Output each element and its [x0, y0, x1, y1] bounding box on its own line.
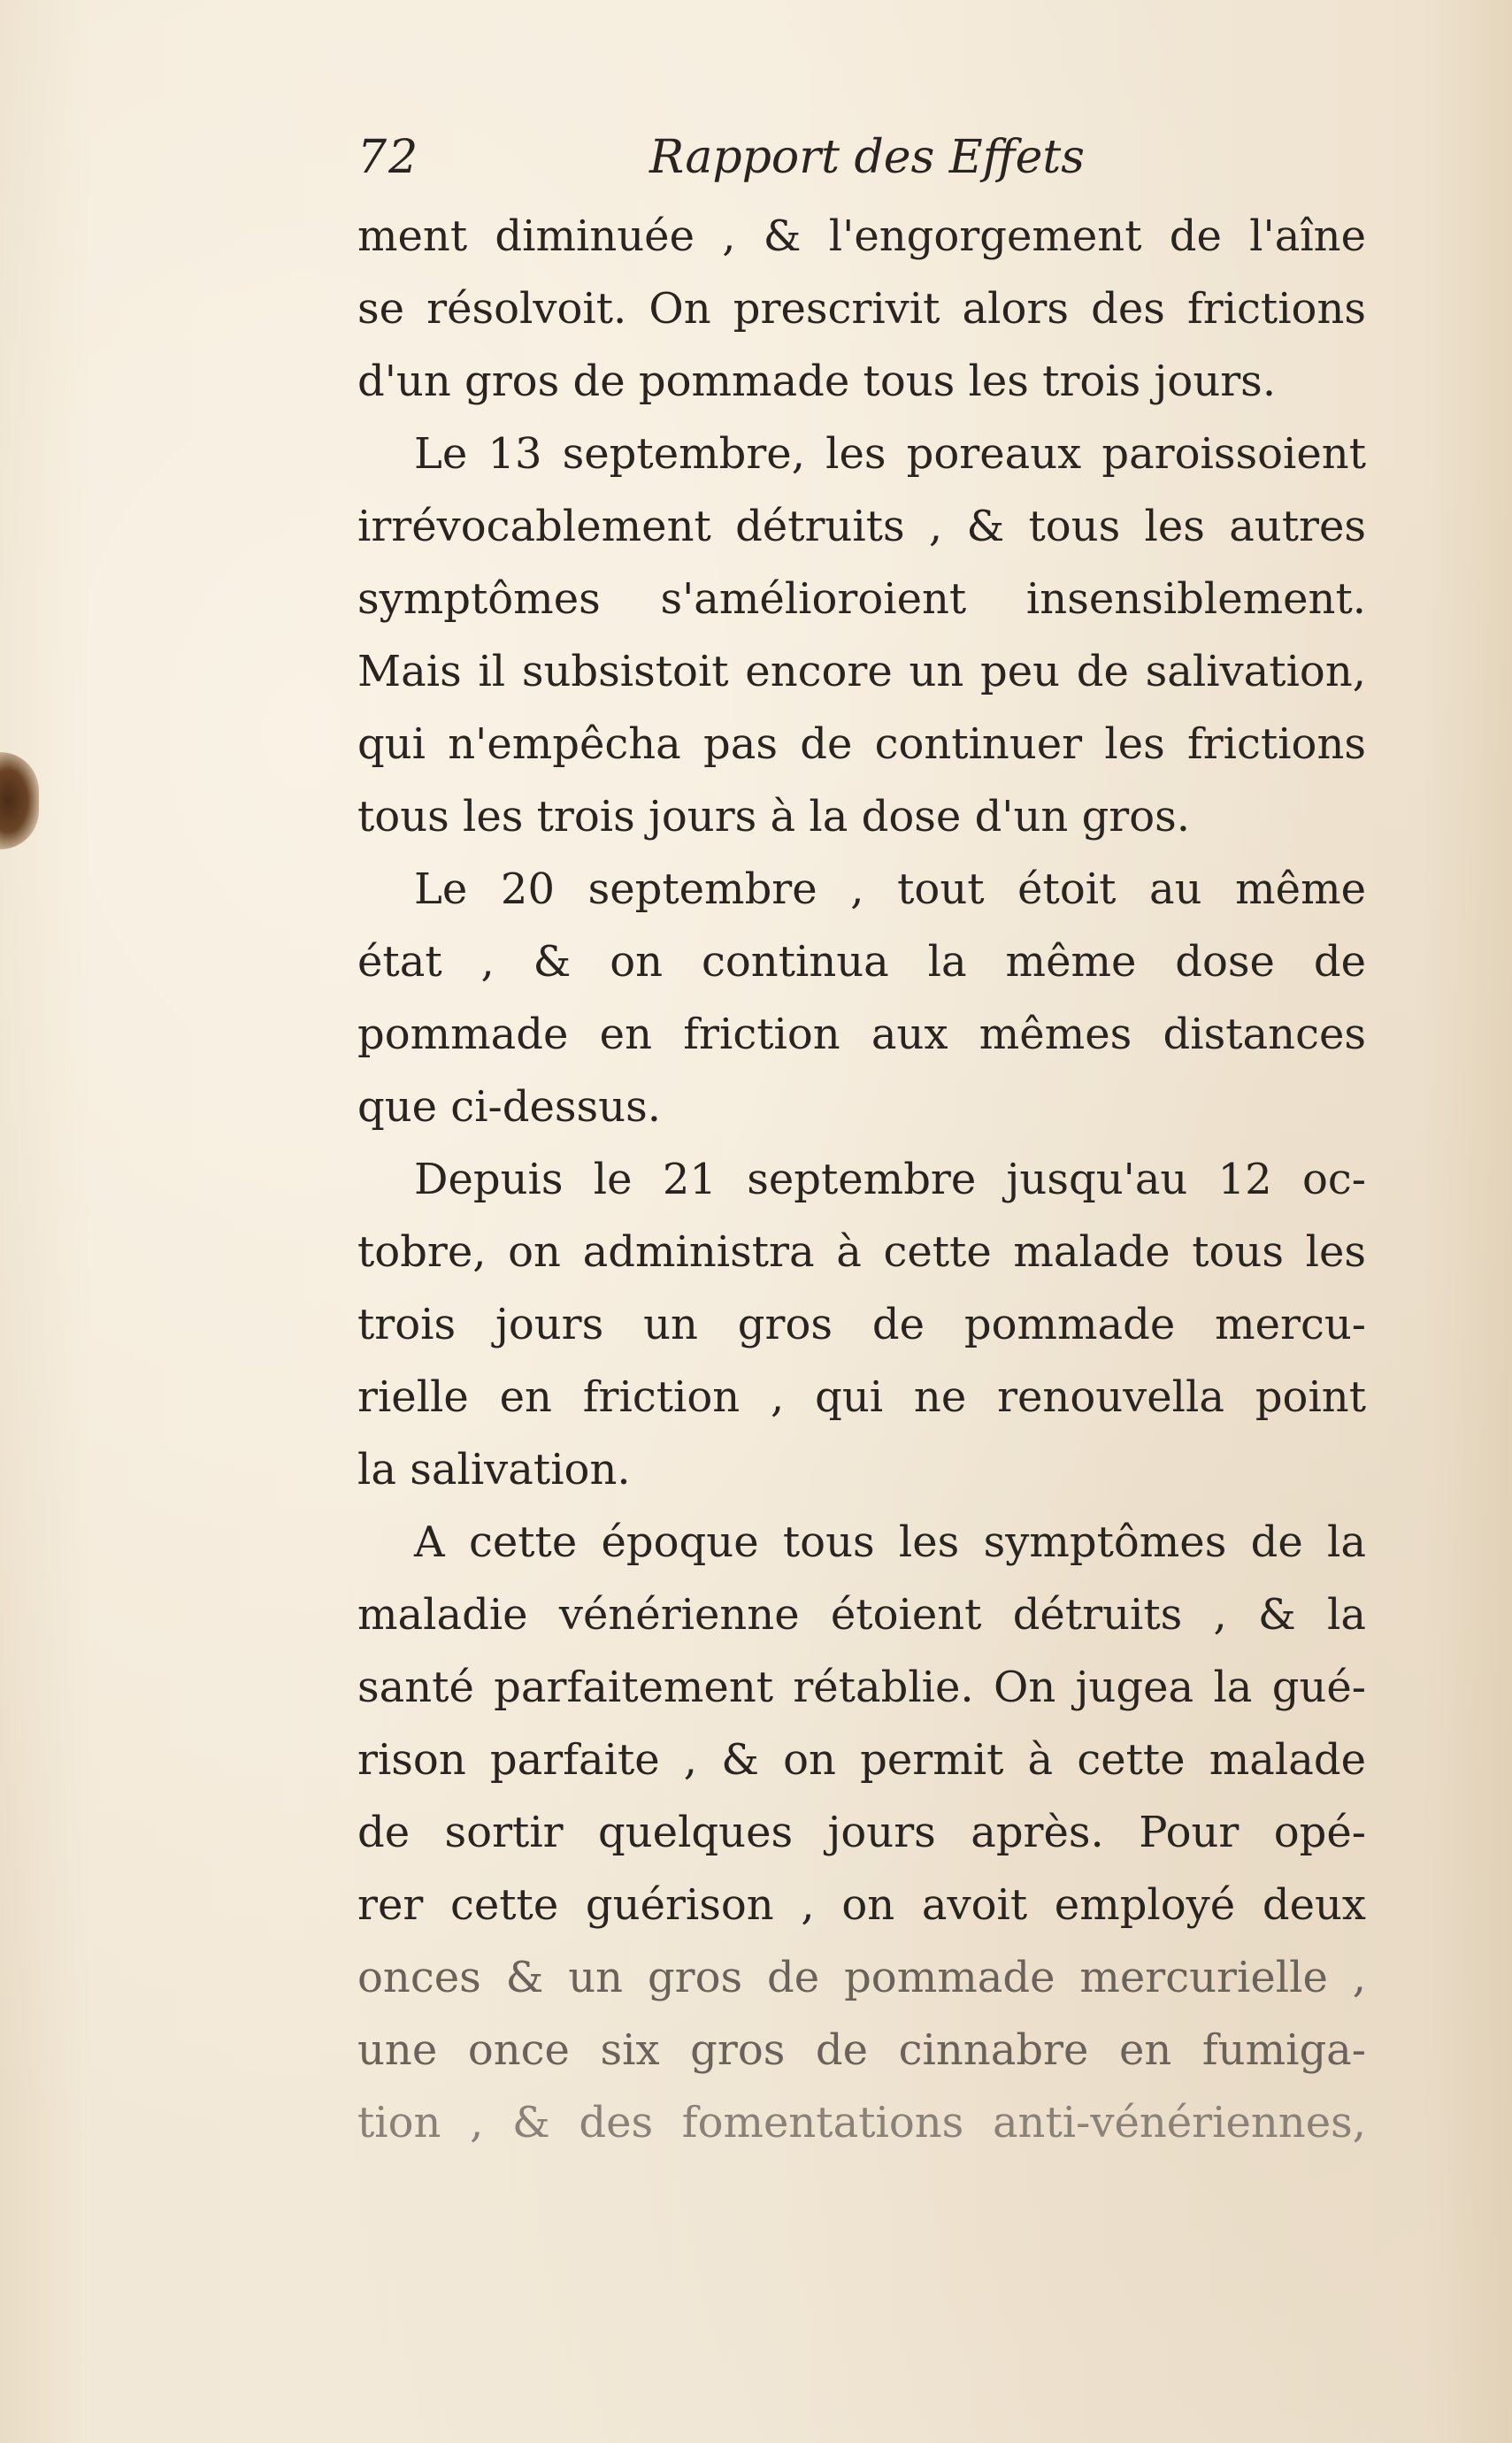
paragraph — [357, 418, 1366, 853]
running-title: Rapport des Effets — [649, 131, 1085, 184]
page-number: 72 — [357, 131, 420, 184]
paragraph — [357, 1506, 1366, 2159]
paragraph — [357, 200, 1366, 418]
text-line: rer cette guérison , on avoit employé deux — [357, 1880, 1366, 1930]
text-line: pommade en friction aux mêmes distances — [357, 1010, 1366, 1059]
text-line: une once six gros de cinnabre en fumiga- — [357, 2025, 1366, 2075]
text-line: qui n'empêcha pas de continuer les frictions — [357, 719, 1366, 769]
text-line: rielle en friction , qui ne renouvella point — [357, 1372, 1366, 1422]
text-line: onces & un gros de pommade mercurielle , — [357, 1953, 1366, 2002]
text-line: irrévocablement détruits , & tous les autres — [357, 502, 1366, 551]
body-text — [357, 200, 1366, 2159]
text-line: que ci-dessus. — [357, 1082, 661, 1132]
text-line: Le 20 septembre , tout étoit au même — [414, 864, 1366, 914]
text-line: la salivation. — [357, 1445, 631, 1494]
paragraph — [357, 1143, 1366, 1506]
text-line: tous les trois jours à la dose d'un gros. — [357, 792, 1191, 841]
text-line: Depuis le 21 septembre jusqu'au 12 oc- — [414, 1155, 1366, 1204]
text-line: Le 13 septembre, les poreaux paroissoient — [414, 429, 1366, 479]
page-stain — [0, 752, 39, 849]
text-line: tobre, on administra à cette malade tous les — [357, 1227, 1366, 1277]
text-line: symptômes s'amélioroient insensiblement. — [357, 574, 1366, 624]
text-line: rison parfaite , & on permit à cette malade — [357, 1735, 1366, 1785]
text-line: maladie vénérienne étoient détruits , & la — [357, 1590, 1366, 1640]
text-line: de sortir quelques jours après. Pour opé- — [357, 1808, 1366, 1857]
text-line: Mais il subsistoit encore un peu de salivation, — [357, 647, 1366, 696]
text-line: d'un gros de pommade tous les trois jours. — [357, 357, 1277, 406]
text-line: ment diminuée , & l'engorgement de l'aîne — [357, 211, 1366, 261]
text-line: A cette époque tous les symptômes de la — [414, 1517, 1366, 1567]
page-header — [357, 131, 1375, 202]
paragraph — [357, 853, 1366, 1143]
text-line: tion , & des fomentations anti-vénériennes, — [357, 2098, 1366, 2147]
text-line: se résolvoit. On prescrivit alors des frictions — [357, 284, 1366, 334]
text-line: santé parfaitement rétablie. On jugea la gué- — [357, 1663, 1366, 1712]
text-line: état , & on continua la même dose de — [357, 937, 1366, 987]
text-line: trois jours un gros de pommade mercu- — [357, 1300, 1366, 1349]
